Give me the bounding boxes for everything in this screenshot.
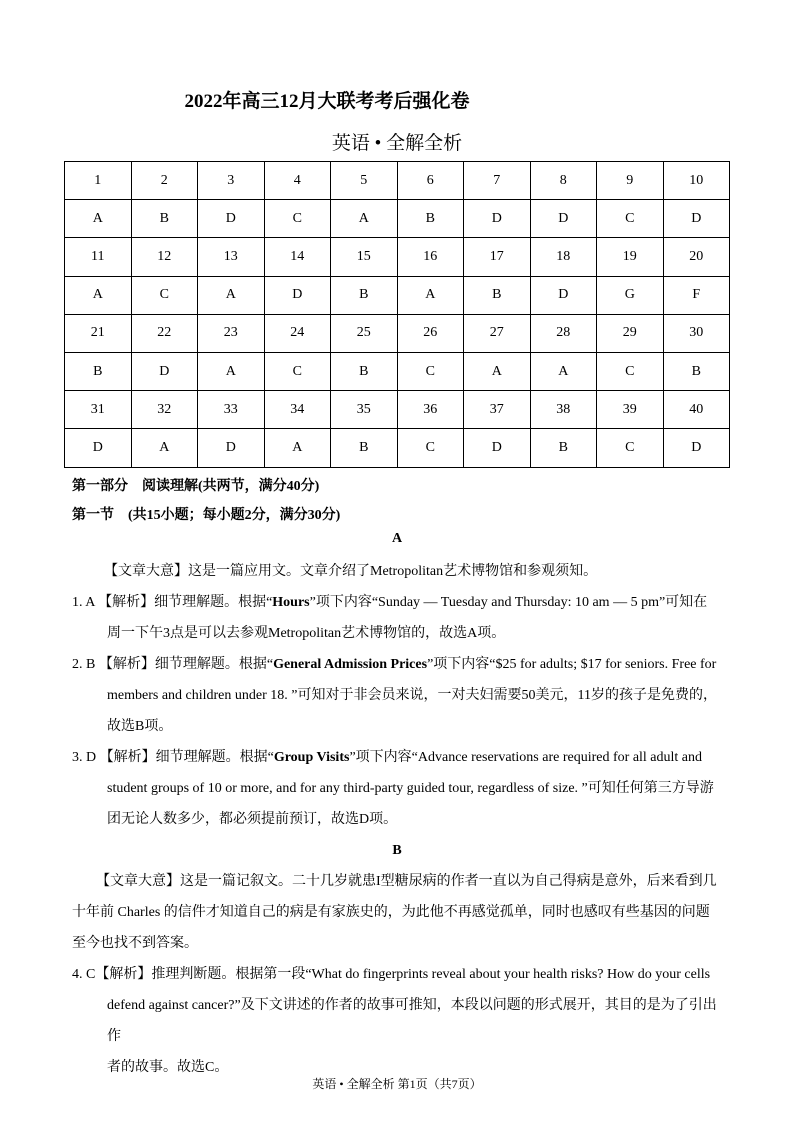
answer-cell: D: [464, 200, 531, 238]
answer-cell: B: [331, 276, 398, 314]
question-number-row: [65, 162, 730, 200]
question-number-cell: 40: [663, 391, 730, 429]
question-number-cell: 27: [464, 314, 531, 352]
question-number-row: [65, 238, 730, 276]
answer-cell: B: [530, 429, 597, 467]
question-number-cell: 18: [530, 238, 597, 276]
passage-a-label: A: [391, 531, 403, 546]
q2-pre: 2. B 【解析】细节理解题。根据“: [72, 657, 274, 672]
question-number-cell: 31: [65, 391, 132, 429]
answer-cell: C: [597, 200, 664, 238]
question-number-cell: 12: [131, 238, 198, 276]
answer-row: [65, 200, 730, 238]
question-number-cell: 11: [65, 238, 132, 276]
answer-cell: C: [397, 429, 464, 467]
question-number-cell: 1: [65, 162, 132, 200]
question-number-cell: 8: [530, 162, 597, 200]
question-number-cell: 2: [131, 162, 198, 200]
question-number-cell: 7: [464, 162, 531, 200]
answer-cell: D: [663, 200, 730, 238]
question-number-cell: 15: [331, 238, 398, 276]
answer-cell: D: [198, 200, 265, 238]
question-number-cell: 36: [397, 391, 464, 429]
passage-b-summary-line-3: 至今也找不到答案。: [72, 936, 198, 951]
question-number-cell: 37: [464, 391, 531, 429]
question-number-cell: 16: [397, 238, 464, 276]
question-number-cell: 20: [663, 238, 730, 276]
q4-continuation-2: 者的故事。故选C。: [107, 1060, 229, 1075]
answer-row: [65, 352, 730, 390]
q2-keyword: General Admission Prices: [273, 657, 428, 672]
question-3: [72, 742, 722, 835]
question-number-cell: 3: [198, 162, 265, 200]
question-number-cell: 9: [597, 162, 664, 200]
answer-cell: B: [663, 352, 730, 390]
q4-continuation-1: defend against cancer?”及下文讲述的作者的故事可推知，本段以问题的形式展开，其目的是为了引出作: [107, 998, 717, 1044]
q2-continuation-1: members and children under 18. ”可知对于非会员来说，一对夫妇需要50美元，11岁的孩子是免费的，: [107, 688, 717, 703]
answer-cell: C: [597, 352, 664, 390]
answer-cell: A: [530, 352, 597, 390]
q3-continuation-1: student groups of 10 or more, and for any third-party guided tour, regardless of size. ”可知任何第三方导游: [107, 781, 714, 796]
question-number-cell: 29: [597, 314, 664, 352]
question-4: [72, 959, 722, 1083]
answer-row: [65, 429, 730, 467]
answer-cell: B: [331, 429, 398, 467]
answer-cell: B: [331, 352, 398, 390]
answer-cell: A: [264, 429, 331, 467]
q1-post: ”项下内容“Sunday — Tuesday and Thursday: 10 am — 5 pm”可知在: [309, 595, 708, 610]
question-number-cell: 30: [663, 314, 730, 352]
section1-heading: 第一节 (共15小题；每小题2分，满分30分): [72, 508, 341, 523]
answer-cell: B: [65, 352, 132, 390]
question-number-cell: 35: [331, 391, 398, 429]
answer-row: [65, 276, 730, 314]
answer-cell: D: [663, 429, 730, 467]
q2-continuation-2: 故选B项。: [107, 719, 173, 734]
question-1: [72, 587, 722, 649]
q3-keyword: Group Visits: [273, 750, 350, 765]
answer-cell: C: [264, 352, 331, 390]
question-number-cell: 14: [264, 238, 331, 276]
q3-pre: 3. D 【解析】细节理解题。根据“: [72, 750, 274, 765]
answer-cell: D: [464, 429, 531, 467]
question-number-cell: 39: [597, 391, 664, 429]
q1-continuation: 周一下午3点是可以去参观Metropolitan艺术博物馆的，故选A项。: [107, 626, 506, 641]
answer-cell: A: [65, 276, 132, 314]
passage-b-label: B: [392, 843, 402, 858]
answer-cell: G: [597, 276, 664, 314]
question-number-cell: 19: [597, 238, 664, 276]
answer-cell: C: [397, 352, 464, 390]
question-number-cell: 23: [198, 314, 265, 352]
question-number-row: [65, 391, 730, 429]
q3-post: ”项下内容“Advance reservations are required for all adult and: [349, 750, 703, 765]
answer-cell: C: [264, 200, 331, 238]
question-number-cell: 26: [397, 314, 464, 352]
question-number-cell: 6: [397, 162, 464, 200]
question-number-cell: 5: [331, 162, 398, 200]
question-number-row: [65, 314, 730, 352]
answer-cell: D: [264, 276, 331, 314]
question-number-cell: 22: [131, 314, 198, 352]
q1-pre: 1. A 【解析】细节理解题。根据“: [72, 595, 273, 610]
answer-table: [64, 161, 730, 468]
answer-cell: C: [597, 429, 664, 467]
page-title: 2022年高三12月大联考考后强化卷: [184, 91, 470, 112]
answer-cell: B: [131, 200, 198, 238]
answer-cell: B: [464, 276, 531, 314]
question-number-cell: 28: [530, 314, 597, 352]
answer-cell: D: [530, 276, 597, 314]
q3-continuation-2: 团无论人数多少，都必须提前预订，故选D项。: [107, 812, 398, 827]
passage-b-summary: [72, 866, 732, 959]
answer-cell: A: [198, 276, 265, 314]
answer-cell: A: [464, 352, 531, 390]
page-subtitle: 英语 • 全解全析: [331, 133, 463, 154]
answer-cell: D: [530, 200, 597, 238]
answer-cell: A: [198, 352, 265, 390]
q2-post: ”项下内容“$25 for adults; $17 for seniors. Free for: [427, 657, 717, 672]
part1-heading: 第一部分 阅读理解(共两节，满分40分): [72, 479, 320, 494]
answer-cell: D: [198, 429, 265, 467]
passage-b-summary-line-1: 【文章大意】这是一篇记叙文。二十几岁就患I型糖尿病的作者一直以为自己得病是意外，后来看到几: [96, 874, 717, 889]
question-number-cell: 10: [663, 162, 730, 200]
answer-cell: A: [65, 200, 132, 238]
question-number-cell: 21: [65, 314, 132, 352]
q1-keyword: Hours: [272, 595, 310, 610]
question-number-cell: 24: [264, 314, 331, 352]
answer-cell: A: [397, 276, 464, 314]
answer-cell: B: [397, 200, 464, 238]
answer-cell: F: [663, 276, 730, 314]
question-2: [72, 649, 722, 742]
question-number-cell: 33: [198, 391, 265, 429]
question-number-cell: 13: [198, 238, 265, 276]
q4-line-1: 4. C【解析】推理判断题。根据第一段“What do fingerprints reveal about your health risks? How do your cells: [72, 967, 711, 982]
answer-cell: D: [131, 352, 198, 390]
question-number-cell: 25: [331, 314, 398, 352]
question-number-cell: 4: [264, 162, 331, 200]
passage-a-summary: 【文章大意】这是一篇应用文。文章介绍了Metropolitan艺术博物馆和参观须知。: [104, 564, 598, 579]
page-footer: 英语 • 全解全析 第1页（共7页）: [312, 1077, 482, 1091]
question-number-cell: 38: [530, 391, 597, 429]
question-number-cell: 17: [464, 238, 531, 276]
answer-cell: A: [331, 200, 398, 238]
question-number-cell: 32: [131, 391, 198, 429]
answer-cell: A: [131, 429, 198, 467]
passage-b-summary-line-2: 十年前 Charles 的信件才知道自己的病是有家族史的，为此他不再感觉孤单，同时也感叹有些基因的问题: [72, 905, 710, 920]
answer-cell: D: [65, 429, 132, 467]
answer-cell: C: [131, 276, 198, 314]
question-number-cell: 34: [264, 391, 331, 429]
